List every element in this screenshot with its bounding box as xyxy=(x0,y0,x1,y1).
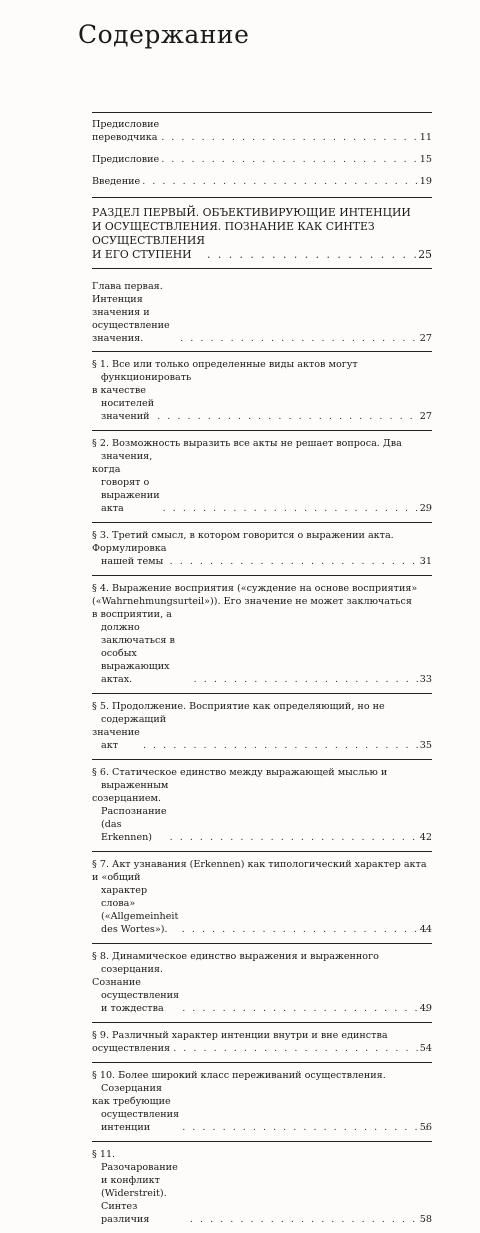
toc-entry[interactable] xyxy=(92,1029,432,1055)
section-heading-line: ОСУЩЕСТВЛЕНИЯ И ЕГО СТУПЕНИ xyxy=(92,234,205,261)
separator-line xyxy=(92,522,432,523)
entry-title: Введение xyxy=(92,176,141,187)
dot-leader xyxy=(162,502,427,515)
dot-leader xyxy=(207,248,416,262)
dot-leader xyxy=(193,673,427,686)
chapter-title: Глава первая. Интенция значения и осуществление значения. xyxy=(92,281,170,344)
front-matter xyxy=(92,118,432,188)
separator-line xyxy=(92,430,432,431)
entry-line: в восприятии, а должно заключаться в особых выражающих актах. xyxy=(92,609,175,685)
toc-entry[interactable] xyxy=(92,153,432,166)
toc-entry[interactable] xyxy=(92,358,432,423)
entry-line: § 11. Разочарование и конфликт (Widerstreit). Синтез различия xyxy=(92,1149,178,1225)
separator-line xyxy=(92,1022,432,1023)
page-number: 56 xyxy=(419,1122,432,1133)
entry-line: § 9. Различный характер интенции внутри и вне единства xyxy=(92,1030,388,1041)
separator-line xyxy=(92,943,432,944)
paragraph-list xyxy=(92,358,432,1226)
separator-line xyxy=(92,112,432,113)
entry-line: § 10. Более широкий класс переживаний осуществления. Созерцания xyxy=(92,1070,386,1094)
page-number: 35 xyxy=(419,740,432,751)
page-number: 31 xyxy=(419,556,432,567)
separator-line xyxy=(92,693,432,694)
entry-line: § 4. Выражение восприятия («суждение на основе восприятия» xyxy=(92,583,418,594)
dot-leader xyxy=(180,332,418,345)
section-heading[interactable] xyxy=(92,206,432,262)
entry-line: § 2. Возможность выразить все акты не решает вопроса. Два значения, xyxy=(92,438,402,462)
dot-leader xyxy=(161,153,418,166)
dot-leader xyxy=(181,923,427,936)
separator-line xyxy=(92,575,432,576)
dot-leader xyxy=(172,1042,427,1055)
section-heading-line: И ОСУЩЕСТВЛЕНИЯ. ПОЗНАНИЕ КАК СИНТЕЗ xyxy=(92,220,375,233)
toc-entry[interactable] xyxy=(92,700,432,752)
entry-line: § 8. Динамическое единство выражения и выраженного созерцания. xyxy=(92,951,379,975)
separator-line xyxy=(92,268,432,269)
dot-leader xyxy=(169,555,427,568)
toc-entry[interactable] xyxy=(92,118,432,144)
chapter-heading[interactable] xyxy=(92,280,432,345)
entry-line: § 1. Все или только определенные виды актов могут функционировать xyxy=(92,359,358,383)
entry-title: Предисловие xyxy=(92,154,160,165)
entry-line: § 7. Акт узнавания (Erkennen) как типологический характер акта xyxy=(92,859,427,870)
entry-line: созерцанием. Распознание (das Erkennen) xyxy=(92,793,167,843)
entry-line: в качестве носителей значений xyxy=(92,385,155,422)
toc-entry[interactable] xyxy=(92,582,432,686)
section-heading-line: РАЗДЕЛ ПЕРВЫЙ. ОБЪЕКТИВИРУЮЩИЕ ИНТЕНЦИИ xyxy=(92,206,411,219)
toc-entry[interactable] xyxy=(92,437,432,515)
page-number: 27 xyxy=(419,333,432,344)
entry-line: как требующие осуществления интенции xyxy=(92,1096,180,1133)
toc-entry[interactable] xyxy=(92,858,432,936)
entry-line: § 5. Продолжение. Восприятие как определяющий, но не содержащий xyxy=(92,701,385,725)
entry-line: Сознание осуществления и тождества xyxy=(92,977,180,1014)
entry-line: § 6. Статическое единство между выражающей мыслью и выраженным xyxy=(92,767,388,791)
entry-line: § 3. Третий смысл, в котором говорится о выражении акта. xyxy=(92,530,394,541)
toc-entry[interactable] xyxy=(92,950,432,1015)
dot-leader xyxy=(181,1121,427,1134)
page-number: 27 xyxy=(419,411,432,422)
page-title: Содержание xyxy=(78,20,250,49)
page-number: 11 xyxy=(419,132,432,143)
entry-line: когда говорят о выражении акта xyxy=(92,464,160,514)
page-number: 54 xyxy=(419,1043,432,1054)
page-number: 25 xyxy=(418,248,432,261)
dot-leader xyxy=(181,1002,427,1015)
toc-entry[interactable] xyxy=(92,1148,432,1226)
page-number: 42 xyxy=(419,832,432,843)
entry-title: Предисловие переводчика xyxy=(92,119,160,143)
entry-line: Формулировка нашей темы xyxy=(92,543,167,567)
toc-entry[interactable] xyxy=(92,175,432,188)
table-of-contents xyxy=(92,112,432,1233)
entry-line: («Wahrnehmungsurteil»)). Его значение не может заключаться xyxy=(92,596,412,607)
dot-leader xyxy=(156,410,427,423)
separator-line xyxy=(92,851,432,852)
dot-leader xyxy=(142,739,427,752)
dot-leader xyxy=(161,131,418,144)
toc-entry[interactable] xyxy=(92,766,432,844)
page-number: 44 xyxy=(419,924,432,935)
page-number: 49 xyxy=(419,1003,432,1014)
page-number: 58 xyxy=(419,1214,432,1225)
dot-leader xyxy=(142,175,418,188)
dot-leader xyxy=(189,1213,427,1226)
entry-line: значение акт xyxy=(92,727,140,751)
toc-entry[interactable] xyxy=(92,529,432,568)
page-number: 33 xyxy=(419,674,432,685)
dot-leader xyxy=(169,831,427,844)
page-number: 19 xyxy=(419,176,432,187)
separator-line xyxy=(92,1141,432,1142)
toc-entry[interactable] xyxy=(92,1069,432,1134)
separator-line xyxy=(92,759,432,760)
entry-line: осуществления xyxy=(92,1043,171,1054)
entry-line: и «общий характер слова» («Allgemeinheit des Wortes»). xyxy=(92,872,179,935)
separator-line xyxy=(92,1062,432,1063)
separator-line xyxy=(92,197,432,198)
separator-line xyxy=(92,351,432,352)
page-number: 29 xyxy=(419,503,432,514)
page-number: 15 xyxy=(419,154,432,165)
